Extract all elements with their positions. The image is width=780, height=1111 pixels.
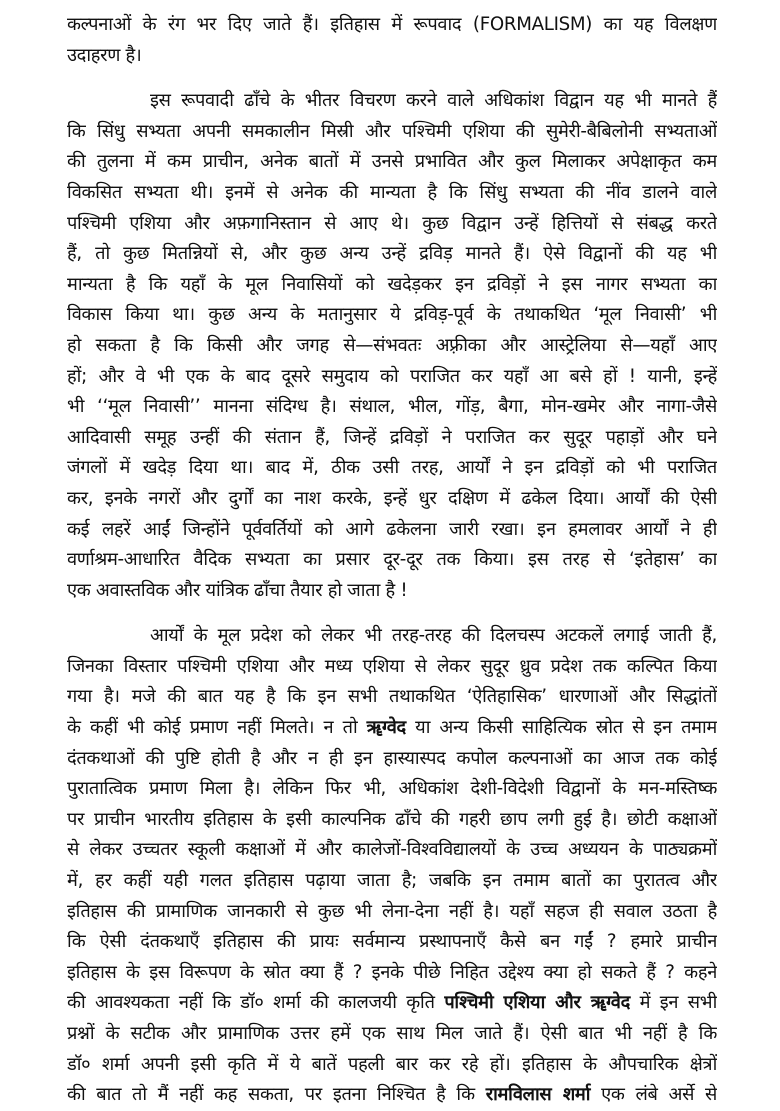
text-line: कि ऐसी दंतकथाएँ इतिहास की प्रायः सर्वमान्य प्रस्थापनाएँ कैसे बन गईं ? हमारे प्राचीन [67, 931, 717, 953]
text-line: इतिहास के इस विरूपण के स्रोत क्या हैं ? इनके पीछे निहित उद्देश्य क्या हो सकते हैं ? कहने [67, 961, 717, 983]
text-line: उदाहरण है। [67, 44, 142, 66]
paragraph-gap [67, 606, 717, 621]
text-line: की तुलना में कम प्राचीन, अनेक बातों में उनसे प्रभावित और कुल मिलाकर अपेक्षाकृत कम [67, 151, 717, 173]
text-line: गया है। मजे की बात यह है कि इन सभी तथाकथित ‘ऐतिहासिक’ धारणाओं और सिद्धांतों [67, 686, 717, 708]
text-line: आदिवासी समूह उन्हीं की संतान हैं, जिन्हें द्रविड़ों ने पराजित कर सुदूर पहाड़ों और घने [67, 426, 717, 448]
text-line: डॉ० शर्मा अपनी इसी कृति में ये बातें पहली बार कर रहे हों। इतिहास के औपचारिक क्षेत्रों [67, 1053, 717, 1075]
text-line: एक अवास्तविक और यांत्रिक ढाँचा तैयार हो जाता है ! [67, 579, 408, 601]
text-line: जिनका विस्तार पश्चिमी एशिया और मध्य एशिया से लेकर सुदूर ध्रुव प्रदेश तक कल्पित किया [67, 655, 717, 677]
text-line: कल्पनाओं के रंग भर दिए जाते हैं। इतिहास में रूपवाद (FORMALISM) का यह विलक्षण [67, 14, 717, 35]
text-line: पश्चिमी एशिया और अफ़गानिस्तान से आए थे। कुछ विद्वान उन्हें हित्तियों से संबद्ध करते [67, 212, 717, 234]
text-line: कि सिंधु सभ्यता अपनी समकालीन मिस्री और पश्चिमी एशिया की सुमेरी-बैबिलोनी सभ्यताओं [67, 120, 717, 142]
text-line: की बात तो मैं नहीं कह सकता, पर इतना निश्चित है कि रामविलास शर्मा एक लंबे अर्से से [67, 1084, 717, 1106]
text-line: से लेकर उच्चतर स्कूली कक्षाओं में और कालेजों-विश्वविद्यालयों के उच्च अध्ययन के पाठ्यक्रमों [67, 839, 717, 861]
text-line: मान्यता है कि यहाँ के मूल निवासियों को खदेड़कर इन द्रविड़ों ने इस नागर सभ्यता का [67, 273, 717, 295]
text-line: जंगलों में खदेड़ दिया था। बाद में, ठीक उसी तरह, आर्यों ने इन द्रविड़ों को भी पराजित [67, 457, 717, 479]
text-line: पुरातात्विक प्रमाण मिला है। लेकिन फिर भी, अधिकांश देशी-विदेशी विद्वानों के मन-मस्तिष्क [67, 778, 717, 800]
bold-title: पश्चिमी एशिया और ॠग्वेद [444, 992, 630, 1014]
text-line: वर्णाश्रम-आधारित वैदिक सभ्यता का प्रसार दूर-दूर तक किया। इस तरह से ‘इतेहास’ का [67, 549, 717, 571]
text-line: इतिहास की प्रामाणिक जानकारी से कुछ भी लेना-देना नहीं है। यहाँ सहज ही सवाल उठता है [67, 900, 717, 922]
text-line: आर्यों के मूल प्रदेश को लेकर भी तरह-तरह की दिलचस्प अटकलें लगाई जाती हैं, [150, 625, 717, 647]
text-line: की आवश्यकता नहीं कि डॉ० शर्मा की कालजयी कृति पश्चिमी एशिया और ॠग्वेद में इन सभी [67, 992, 717, 1014]
text-line: विकास किया था। कुछ अन्य के मतानुसार ये द्रविड़-पूर्व के तथाकथित ‘मूल निवासी’ भी [67, 304, 717, 326]
paragraph-gap [67, 71, 717, 86]
text-line: प्रश्नों के सटीक और प्रामाणिक उत्तर हमें एक साथ मिल जाते हैं। ऐसी बात भी नहीं है कि [67, 1023, 717, 1044]
text-line: पर प्राचीन भारतीय इतिहास के इसी काल्पनिक ढाँचे की गहरी छाप लगी हुई है। छोटी कक्षाओं [67, 808, 717, 830]
text-line: कर, इनके नगरों और दुर्गों का नाश करके, इन्हें धुर दक्षिण में ढकेल दिया। आर्यों की ऐसी [67, 487, 717, 509]
text-line: हों; और वे भी एक के बाद दूसरे समुदाय को पराजित कर यहाँ आ बसे हों ! यानी, इन्हें [67, 365, 717, 387]
text-line: कई लहरें आईं जिन्होंने पूर्ववर्तियों को आगे ढकेलना जारी रखा। इन हमलावर आर्यों ने ही [67, 518, 717, 540]
text-line: विकसित सभ्यता थी। इनमें से अनेक की मान्यता है कि सिंधु सभ्यता की नींव डालने वाले [67, 181, 717, 203]
text-line: हैं, तो कुछ मितन्नियों से, और कुछ अन्य उन्हें द्रविड़ मानते हैं। ऐसे विद्वानों की यह भी [67, 243, 717, 265]
text-line: में, हर कहीं यही गलत इतिहास पढ़ाया जाता है; जबकि इन तमाम बातों का पुरातत्व और [67, 870, 717, 892]
paragraph [67, 10, 717, 71]
text-line: के कहीं भी कोई प्रमाण नहीं मिलते। न तो ॠग्वेद या अन्य किसी साहित्यिक स्रोत से इन तमाम [67, 717, 717, 739]
paragraph [67, 621, 717, 1111]
bold-title: रामविलास शर्मा [485, 1084, 591, 1106]
bold-title: ॠग्वेद [366, 717, 406, 739]
paragraph [67, 86, 717, 606]
document-page [67, 10, 717, 1111]
text-line: दंतकथाओं की पुष्टि होती है और न ही इन हास्यास्पद कपोल कल्पनाओं का आज तक कोई [67, 747, 717, 769]
text-line: हो सकता है कि किसी और जगह से—संभवतः अफ़्रीका और आस्ट्रेलिया से—यहाँ आए [67, 334, 717, 356]
text-line: भी ‘‘मूल निवासी’’ मानना संदिग्ध है। संथाल, भील, गोंड़, बैगा, मोन-खमेर और नागा-जैसे [67, 396, 717, 418]
text-line: इस रूपवादी ढाँचे के भीतर विचरण करने वाले अधिकांश विद्वान यह भी मानते हैं [150, 90, 717, 112]
